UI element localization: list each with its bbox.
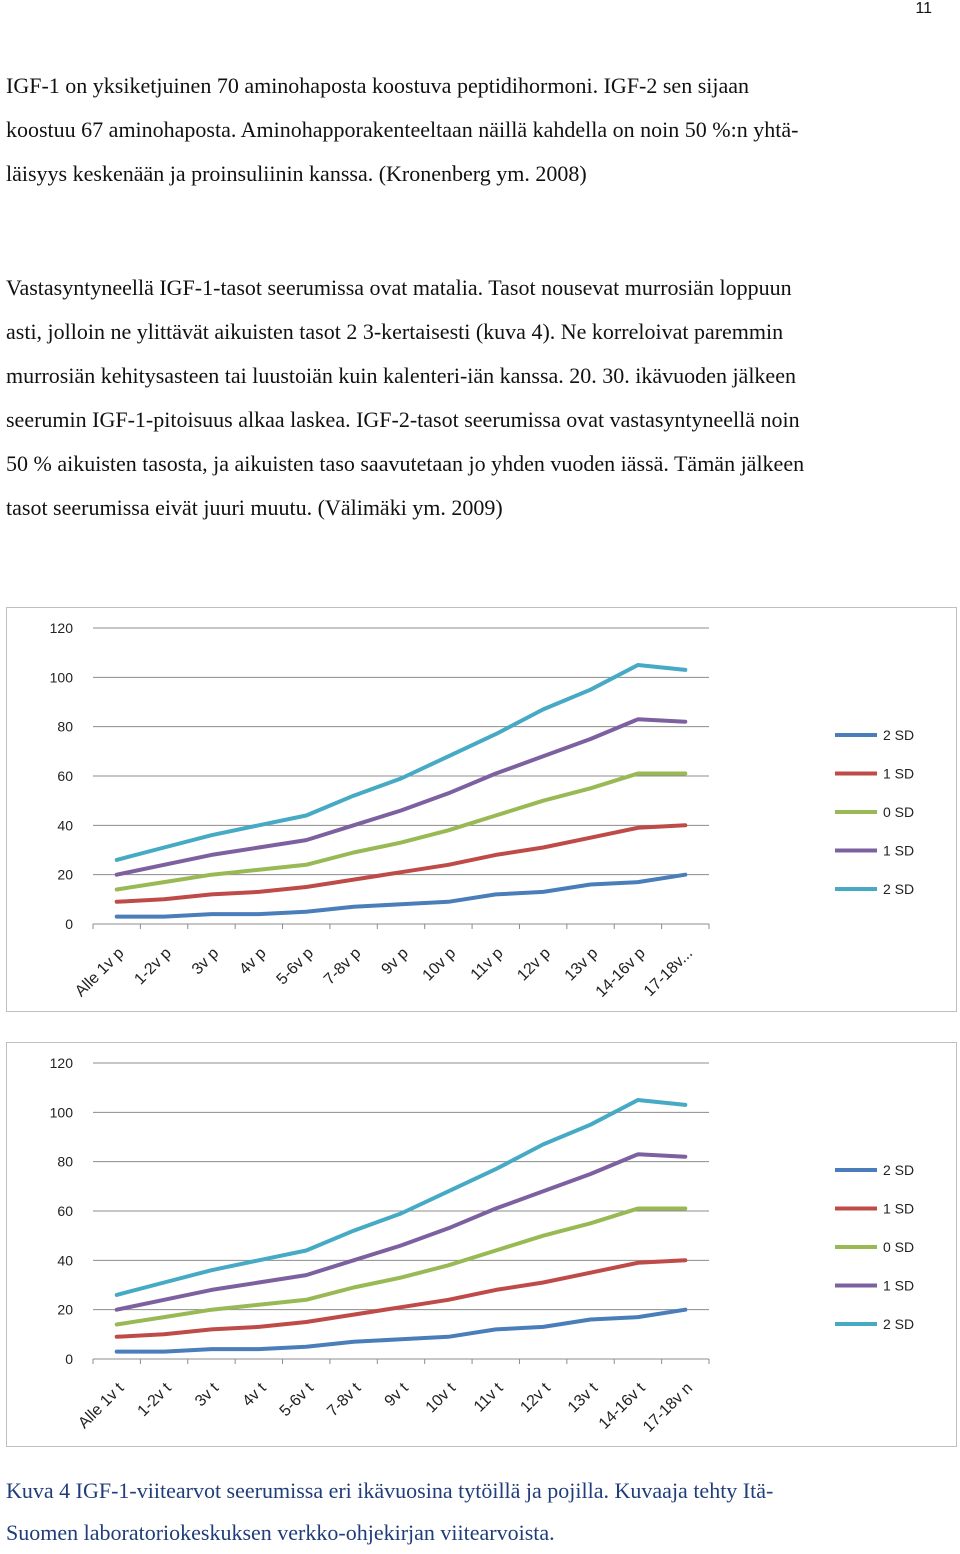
legend-label: 2 SD	[883, 727, 915, 743]
data-point	[400, 1244, 403, 1247]
data-point	[210, 1308, 213, 1311]
data-point	[684, 1103, 687, 1106]
x-tick-label: 11v t	[470, 1379, 507, 1416]
caption-line: Suomen laboratoriokeskuksen verkko-ohjekirjan viitearvoista.	[6, 1520, 555, 1545]
data-point	[542, 1325, 545, 1328]
data-point	[352, 1340, 355, 1343]
data-point	[494, 733, 497, 736]
data-point	[352, 1259, 355, 1262]
data-point	[210, 873, 213, 876]
data-point	[400, 841, 403, 844]
legend-label: 0 SD	[883, 804, 915, 820]
data-point	[163, 846, 166, 849]
data-point	[163, 881, 166, 884]
data-point	[589, 1123, 592, 1126]
data-point	[305, 910, 308, 913]
data-point	[494, 814, 497, 817]
x-tick-label: 13v p	[561, 944, 602, 985]
x-tick-label: 11v p	[467, 944, 507, 984]
data-point	[589, 787, 592, 790]
data-point	[115, 900, 118, 903]
x-tick-label: 10v t	[422, 1379, 460, 1417]
legend-label: 1 SD	[883, 1277, 915, 1294]
x-tick-label: Alle 1v p	[72, 944, 128, 1001]
legend-label: 0 SD	[883, 1239, 915, 1255]
paragraph-igf-levels	[6, 266, 934, 530]
data-point	[447, 792, 450, 795]
y-tick-label: 0	[65, 916, 73, 932]
data-point	[400, 1338, 403, 1341]
data-point	[494, 893, 497, 896]
x-tick-label: 9v t	[381, 1379, 412, 1411]
data-point	[684, 1259, 687, 1262]
data-point	[305, 1274, 308, 1277]
data-point	[163, 898, 166, 901]
data-point	[257, 846, 260, 849]
data-point	[352, 851, 355, 854]
data-point	[257, 1325, 260, 1328]
data-point	[542, 755, 545, 758]
chart-boys	[6, 607, 957, 1012]
data-point	[589, 1222, 592, 1225]
y-tick-label: 80	[57, 718, 73, 735]
y-tick-label: 60	[57, 768, 73, 784]
x-tick-label: 3v p	[188, 944, 223, 979]
data-point	[447, 1298, 450, 1301]
data-point	[352, 1229, 355, 1232]
data-point	[305, 1298, 308, 1301]
data-point	[115, 1308, 118, 1311]
data-point	[352, 794, 355, 797]
data-point	[636, 881, 639, 884]
data-point	[352, 905, 355, 908]
data-point	[684, 1308, 687, 1311]
data-point	[210, 1288, 213, 1291]
data-point	[494, 853, 497, 856]
data-point	[636, 1099, 639, 1102]
legend-label: 1 SD	[883, 1200, 915, 1217]
data-point	[400, 809, 403, 812]
data-point	[210, 853, 213, 856]
data-point	[447, 900, 450, 903]
x-tick-label: 4v p	[236, 944, 270, 979]
y-tick-label: 20	[57, 866, 73, 883]
x-tick-label: 14-16v p	[592, 944, 649, 1001]
text-line: tasot seerumissa eivät juuri muutu. (Välimäki ym. 2009)	[6, 495, 503, 520]
legend-label: 1 SD	[883, 765, 915, 782]
text-line: 50 % aikuisten tasosta, ja aikuisten taso saavutetaan jo yhden vuoden iässä. Tämän jälkeen	[6, 451, 805, 476]
data-point	[542, 1143, 545, 1146]
data-point	[589, 1173, 592, 1176]
data-point	[115, 1350, 118, 1353]
data-point	[305, 839, 308, 842]
data-point	[542, 1190, 545, 1193]
data-point	[257, 868, 260, 871]
data-point	[257, 890, 260, 893]
series-line	[117, 1154, 686, 1309]
legend-label: 2 SD	[883, 881, 915, 897]
data-point	[115, 1293, 118, 1296]
text-line: IGF-1 on yksiketjuinen 70 aminohaposta koostuva peptidihormoni. IGF-2 sen sijaan	[6, 73, 750, 98]
x-tick-label: 12v t	[517, 1379, 554, 1417]
data-point	[589, 738, 592, 741]
data-point	[589, 1318, 592, 1321]
x-tick-label: 17-18v...	[640, 944, 697, 1001]
x-tick-label: 5-6v t	[276, 1379, 318, 1421]
chart-girls-svg	[7, 1043, 955, 1445]
data-point	[684, 824, 687, 827]
data-point	[115, 1335, 118, 1338]
data-point	[257, 1259, 260, 1262]
data-point	[589, 883, 592, 886]
data-point	[542, 846, 545, 849]
data-point	[210, 1269, 213, 1272]
data-point	[447, 755, 450, 758]
data-point	[305, 814, 308, 817]
data-point	[163, 915, 166, 918]
data-point	[684, 720, 687, 723]
data-point	[494, 772, 497, 775]
data-point	[542, 1281, 545, 1284]
data-point	[542, 708, 545, 711]
page-number: 11	[915, 0, 932, 17]
data-point	[494, 1249, 497, 1252]
data-point	[400, 1306, 403, 1309]
data-point	[210, 834, 213, 837]
data-point	[636, 772, 639, 775]
data-point	[684, 1207, 687, 1210]
data-point	[684, 772, 687, 775]
series-line	[117, 1100, 686, 1295]
data-point	[163, 1316, 166, 1319]
data-point	[305, 1321, 308, 1324]
y-tick-label: 60	[57, 1203, 73, 1219]
chart-girls	[6, 1042, 957, 1447]
data-point	[636, 1153, 639, 1156]
y-tick-label: 0	[65, 1351, 73, 1367]
series-line	[117, 665, 686, 860]
text-line: murrosiän kehitysasteen tai luustoiän kuin kalenteri-iän kanssa. 20. 30. ikävuoden jälkeen	[6, 363, 796, 388]
text-line: läisyys keskenään ja proinsuliinin kanssa. (Kronenberg ym. 2008)	[6, 161, 587, 186]
data-point	[636, 1316, 639, 1319]
data-point	[589, 688, 592, 691]
data-point	[494, 1328, 497, 1331]
x-tick-label: 3v t	[192, 1379, 223, 1411]
legend-label: 1 SD	[883, 842, 915, 859]
data-point	[115, 873, 118, 876]
data-point	[494, 1207, 497, 1210]
data-point	[400, 777, 403, 780]
x-tick-label: 14-16v t	[595, 1379, 649, 1433]
data-point	[447, 829, 450, 832]
y-tick-label: 120	[49, 1055, 73, 1071]
data-point	[447, 1335, 450, 1338]
data-point	[447, 1227, 450, 1230]
data-point	[352, 1286, 355, 1289]
data-point	[163, 863, 166, 866]
x-tick-label: Alle 1v t	[75, 1379, 128, 1433]
data-point	[115, 888, 118, 891]
data-point	[684, 1155, 687, 1158]
data-point	[494, 1288, 497, 1291]
data-point	[115, 1323, 118, 1326]
legend-label: 2 SD	[883, 1162, 915, 1178]
x-tick-label: 5-6v p	[273, 944, 318, 989]
data-point	[636, 718, 639, 721]
data-point	[589, 836, 592, 839]
x-tick-label: 4v t	[239, 1379, 270, 1411]
x-tick-label: 9v p	[378, 944, 412, 979]
data-point	[447, 863, 450, 866]
data-point	[163, 1281, 166, 1284]
y-tick-label: 40	[57, 817, 73, 834]
data-point	[210, 1328, 213, 1331]
data-point	[210, 893, 213, 896]
x-tick-label: 12v p	[514, 944, 554, 985]
text-line: koostuu 67 aminohaposta. Aminohapporakenteeltaan näillä kahdella on noin 50 %:n yhtä-	[6, 117, 799, 142]
x-tick-label: 7-8v t	[324, 1379, 365, 1421]
data-point	[400, 1276, 403, 1279]
x-tick-label: 10v p	[419, 944, 460, 985]
data-point	[257, 824, 260, 827]
data-point	[636, 664, 639, 667]
data-point	[210, 913, 213, 916]
data-point	[400, 1212, 403, 1215]
data-point	[352, 1313, 355, 1316]
y-tick-label: 80	[57, 1153, 73, 1170]
data-point	[305, 863, 308, 866]
data-point	[115, 858, 118, 861]
data-point	[210, 1348, 213, 1351]
data-point	[542, 1234, 545, 1237]
data-point	[257, 913, 260, 916]
x-tick-label: 13v t	[564, 1379, 602, 1417]
data-point	[305, 1345, 308, 1348]
data-point	[257, 1281, 260, 1284]
x-tick-label: 1-2v p	[131, 944, 175, 989]
data-point	[636, 1261, 639, 1264]
series-line	[117, 719, 686, 874]
x-tick-label: 7-8v p	[320, 944, 365, 989]
y-tick-label: 20	[57, 1301, 73, 1318]
data-point	[589, 1271, 592, 1274]
y-tick-label: 100	[49, 669, 73, 686]
data-point	[257, 1348, 260, 1351]
data-point	[163, 1350, 166, 1353]
y-tick-label: 120	[49, 620, 73, 636]
chart-boys-svg	[7, 608, 955, 1010]
text-line: asti, jolloin ne ylittävät aikuisten tasot 2 3-kertaisesti (kuva 4). Ne korreloivat paremmin	[6, 319, 784, 344]
data-point	[447, 1264, 450, 1267]
data-point	[257, 1303, 260, 1306]
caption-line: Kuva 4 IGF-1-viitearvot seerumissa eri ikävuosina tytöillä ja pojilla. Kuvaaja tehty Itä-	[6, 1478, 774, 1503]
legend-label: 2 SD	[883, 1316, 915, 1332]
data-point	[305, 1249, 308, 1252]
data-point	[305, 886, 308, 889]
data-point	[684, 873, 687, 876]
data-point	[636, 1207, 639, 1210]
data-point	[494, 1168, 497, 1171]
data-point	[542, 799, 545, 802]
data-point	[163, 1298, 166, 1301]
data-point	[352, 824, 355, 827]
text-line: seerumin IGF-1-pitoisuus alkaa laskea. IGF-2-tasot seerumissa ovat vastasyntyneellä noin	[6, 407, 800, 432]
data-point	[636, 826, 639, 829]
paragraph-igf-structure	[6, 64, 934, 196]
figure-caption	[6, 1470, 934, 1554]
data-point	[684, 668, 687, 671]
x-tick-label: 17-18v n	[640, 1379, 697, 1436]
text-line: Vastasyntyneellä IGF-1-tasot seerumissa ovat matalia. Tasot nousevat murrosiän loppuun	[6, 275, 792, 300]
data-point	[163, 1333, 166, 1336]
y-tick-label: 100	[49, 1104, 73, 1121]
data-point	[542, 890, 545, 893]
x-tick-label: 1-2v t	[134, 1379, 175, 1421]
data-point	[400, 903, 403, 906]
data-point	[115, 915, 118, 918]
data-point	[400, 871, 403, 874]
y-tick-label: 40	[57, 1252, 73, 1269]
data-point	[352, 878, 355, 881]
data-point	[447, 1190, 450, 1193]
